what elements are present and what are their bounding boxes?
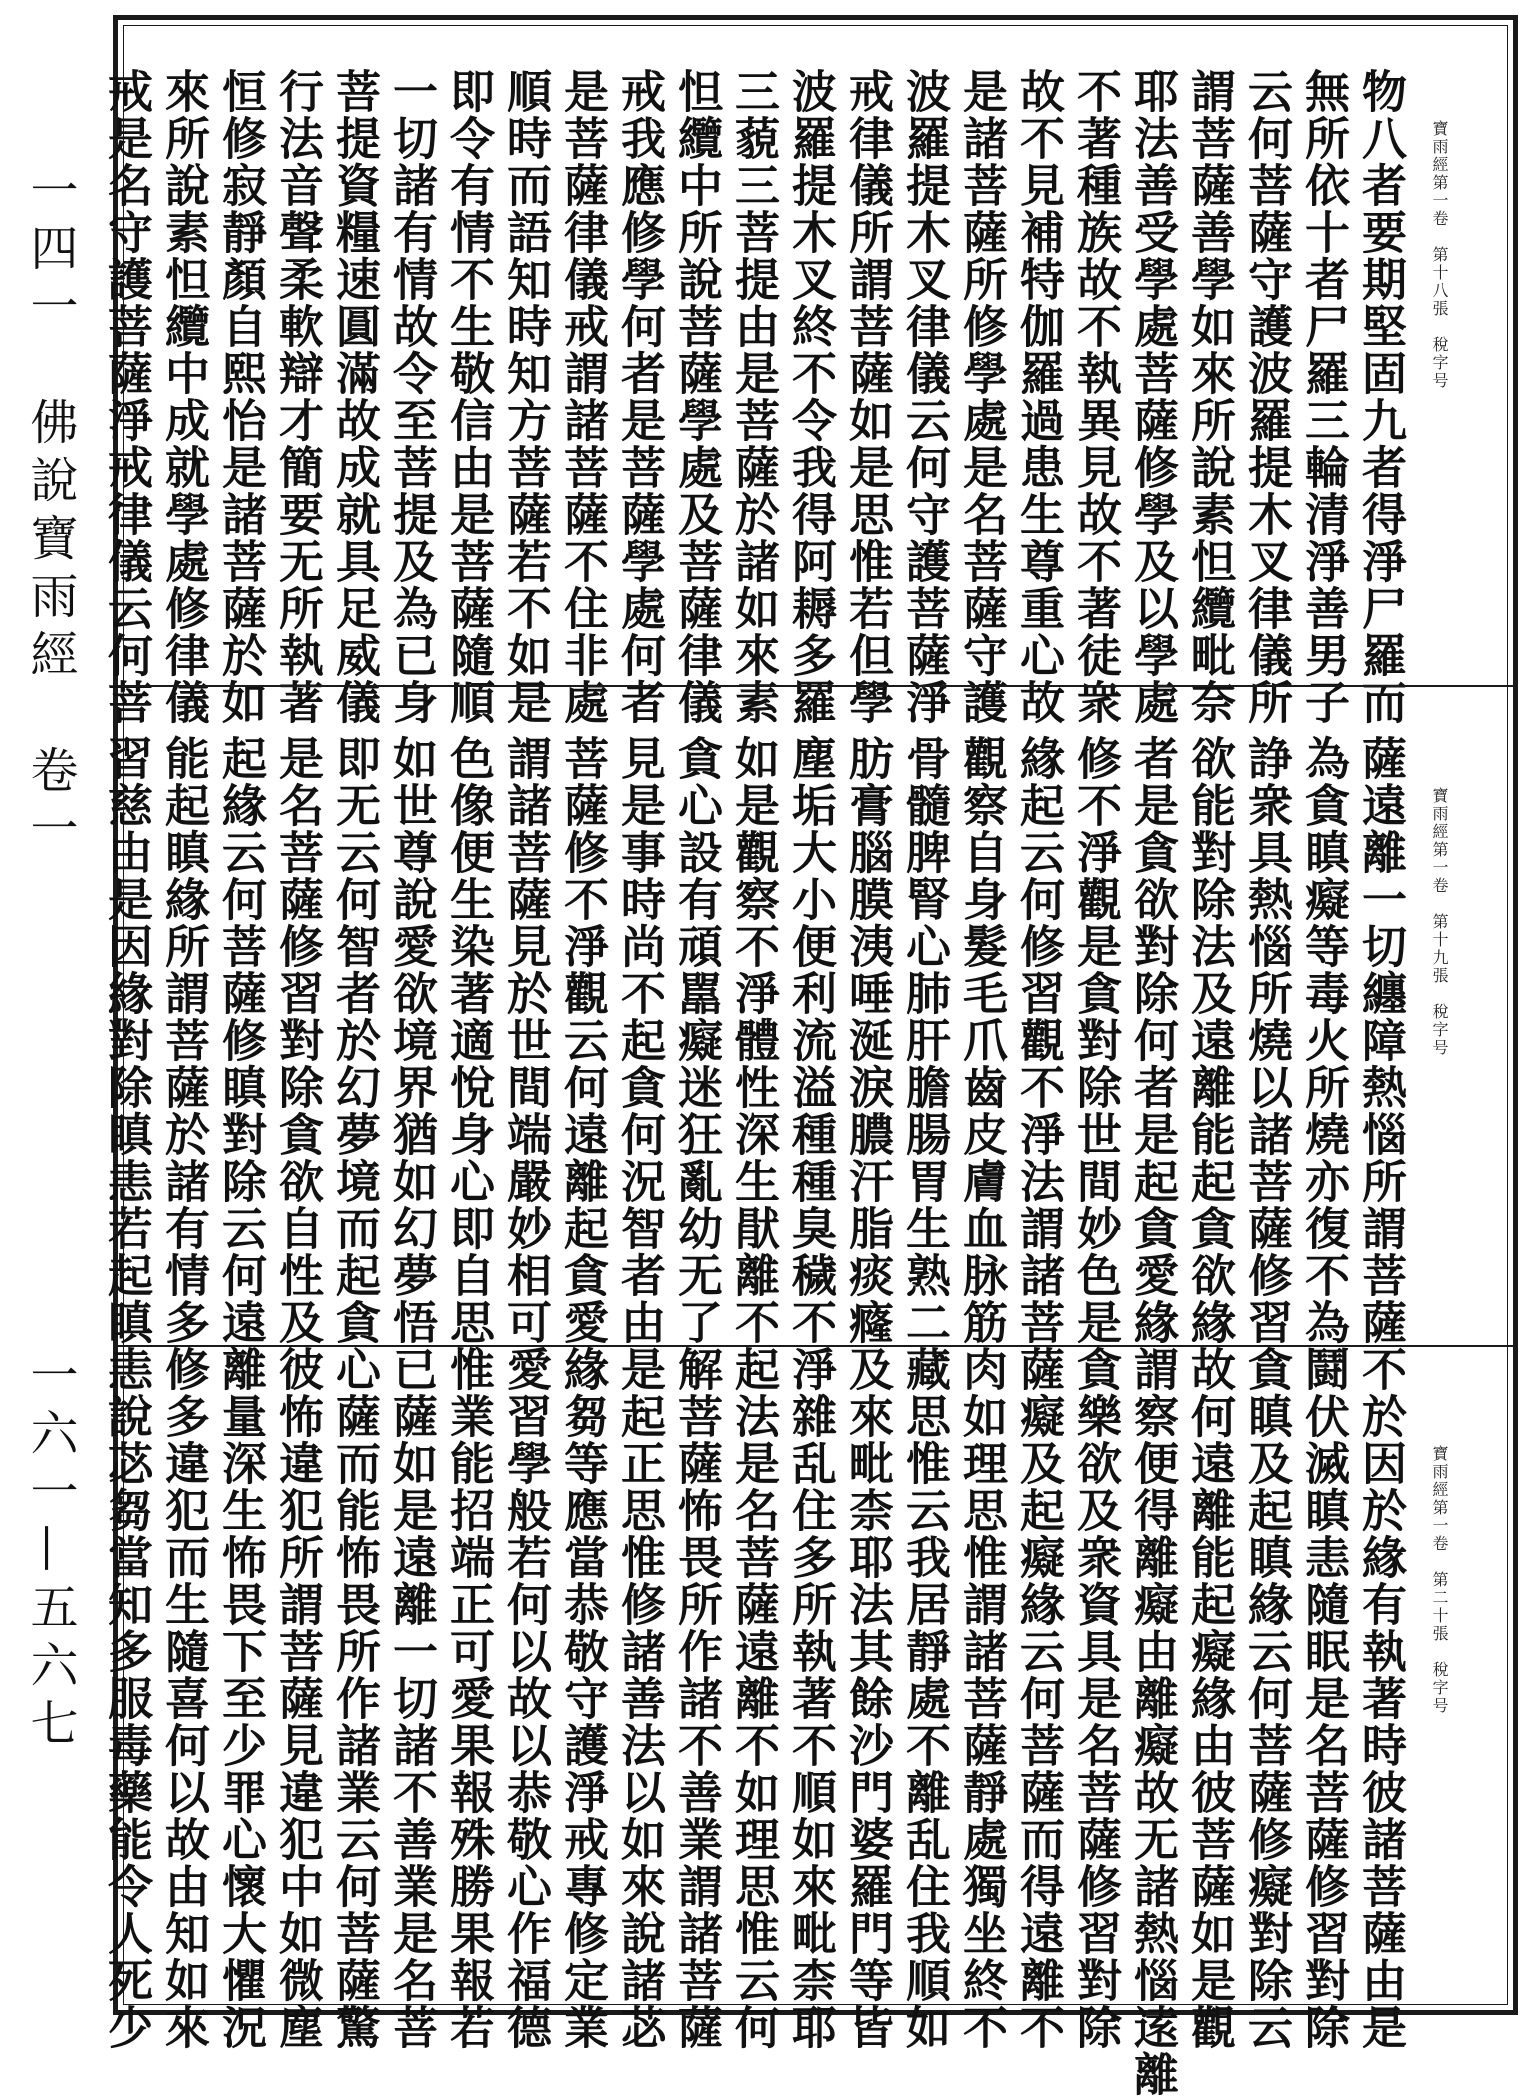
text-column: 於因於緣有執著時彼諸菩薩由是 (1354, 1393, 1407, 2051)
text-column: 如理思惟謂諸菩薩靜處獨坐終不 (955, 1393, 1008, 2051)
panel-divider (118, 685, 1514, 687)
text-column: 法是名菩薩遠離不如理思惟云何 (727, 1393, 780, 2051)
text-column: 色像便生染著適悅身心即自思惟 (442, 735, 495, 1393)
text-column: 是名菩薩修習對除貪欲自性及彼 (271, 735, 324, 1393)
text-column: 云何菩薩守護波羅提木叉律儀所 (1240, 68, 1293, 726)
text-column: 來所說素怛纜中成就學處修律儀 (157, 68, 210, 726)
scripture-text (98, 735, 1409, 1440)
scripture-text (98, 68, 1409, 726)
text-column: 物八者要期堅固九者得淨尸羅而 (1354, 68, 1407, 726)
text-column: 骨髓脾腎心肺肝膽腸胃生熟二藏 (898, 735, 951, 1393)
text-panel-2 (100, 695, 1509, 1440)
running-header (0, 0, 100, 2033)
text-column: 能起瞋緣所謂菩薩於諸有情多修 (157, 735, 210, 1393)
text-column: 說苾芻當知多服毒藥能令人死少 (100, 1393, 153, 2051)
text-column: 瞋及起瞋緣云何菩薩修癡對除云 (1240, 1393, 1293, 2051)
text-column: 薩遠離一切纏障熱惱所謂菩薩不 (1354, 735, 1407, 1393)
text-column: 來毗柰耶法其餘沙門婆羅門等皆 (841, 1393, 894, 2051)
text-column: 謂菩薩善學如來所說素怛纜毗奈 (1183, 68, 1236, 726)
text-column: 一切諸有情故令至菩提及為已身 (385, 68, 438, 726)
text-column: 不著種族故不執異見故不著徒衆 (1069, 68, 1122, 726)
text-column: 恒修寂靜顏自熙怡是諸菩薩於如 (214, 68, 267, 726)
text-column: 習慈由是因緣對除瞋恚若起瞋恚 (100, 735, 153, 1393)
text-column: 行法音聲柔軟辯才簡要无所執著 (271, 68, 324, 726)
text-column: 起正思惟修諸善法以如來說諸苾 (613, 1393, 666, 2051)
text-column: 觀察自身髮毛爪齒皮膚血脉筋肉 (955, 735, 1008, 1393)
text-column: 為貪瞋癡等毒火所燒亦復不為鬪 (1297, 735, 1350, 1393)
text-column: 薩如是遠離一切諸不善業是名菩 (385, 1393, 438, 2051)
scripture-text (98, 1393, 1409, 2098)
marginal-note: 寶雨經第一卷 第二十張 稅字号 (1430, 1445, 1449, 1715)
text-column: 菩薩怖畏所作諸不善業謂諸菩薩 (670, 1393, 723, 2051)
text-column: 菩薩修不淨觀云何遠離起貪愛緣 (556, 735, 609, 1393)
text-column: 雜乱住多所執著不順如來毗柰耶 (784, 1393, 837, 2051)
text-column: 菩提資糧速圓滿故成就具足威儀 (328, 68, 381, 726)
text-column: 即令有情不生敬信由是菩薩隨順 (442, 68, 495, 726)
text-column: 芻等應當恭敬守護淨戒專修定業 (556, 1393, 609, 2051)
text-column: 業能招端正可愛果報殊勝果報若 (442, 1393, 495, 2051)
text-column: 伏滅瞋恚隨眠是名菩薩修習對除 (1297, 1393, 1350, 2051)
text-column: 肪膏腦膜洟唾涎淚膿汗脂痰癃及 (841, 735, 894, 1393)
text-column: 波羅提木叉終不令我得阿耨多羅 (784, 68, 837, 726)
text-column: 塵垢大小便利流溢種種臭穢不淨 (784, 735, 837, 1393)
text-column: 量深生怖畏下至少罪心懷大懼況 (214, 1393, 267, 2051)
text-column: 習學般若何以故以恭敬心作福德 (499, 1393, 552, 2051)
text-column: 思惟云我居靜處不離乱住我順如 (898, 1393, 951, 2051)
panel-divider (118, 1345, 1514, 1347)
text-panel-3 (100, 1353, 1509, 2098)
text-column: 無所依十者尸羅三輪清淨善男子 (1297, 68, 1350, 726)
text-column: 戒律儀所謂菩薩如是思惟若但學 (841, 68, 894, 726)
text-column: 緣起云何修習觀不淨法謂諸菩薩 (1012, 735, 1065, 1393)
text-column: 多違犯而生隨喜何以故由知如來 (157, 1393, 210, 2051)
text-column: 察便得離癡由離癡故无諸熱惱逺離 (1126, 1393, 1179, 2098)
text-column: 者是貪欲對除何者是起貪愛緣謂 (1126, 735, 1179, 1393)
text-column: 見是事時尚不起貪何況智者由是 (613, 735, 666, 1393)
text-column: 耶法善受學處菩薩修學及以學處 (1126, 68, 1179, 726)
text-column: 謂諸菩薩見於世間端嚴妙相可愛 (499, 735, 552, 1393)
text-column: 順時而語知時知方菩薩若不如是 (499, 68, 552, 726)
text-column: 是諸菩薩所修學處是名菩薩守護 (955, 68, 1008, 726)
text-column: 如世尊說愛欲境界猶如幻夢悟已 (385, 735, 438, 1393)
text-column: 欲能對除法及遠離能起貪欲緣故何 (1183, 735, 1236, 1440)
text-column: 故不見補特伽羅過患生尊重心故 (1012, 68, 1065, 726)
text-column: 戒是名守護菩薩淨戒律儀云何菩 (100, 68, 153, 726)
text-column: 諍衆具熱惱所燒以諸菩薩修習貪 (1240, 735, 1293, 1393)
text-column: 即无云何智者於幻夢境而起貪心 (328, 735, 381, 1393)
text-column: 樂欲及衆資具是名菩薩修習對除 (1069, 1393, 1122, 2051)
running-header-title: 一四一 佛說寶雨經 卷一 (22, 165, 78, 861)
text-column: 貪心設有頑嚚癡迷狂亂幼无了解 (670, 735, 723, 1393)
text-column: 三藐三菩提由是菩薩於諸如來素 (727, 68, 780, 726)
text-column: 修不淨觀是貪對除世間妙色是貪 (1069, 735, 1122, 1393)
text-panel-1 (100, 28, 1509, 726)
text-column: 起緣云何菩薩修瞋對除云何遠離 (214, 735, 267, 1393)
marginal-note: 寶雨經第一卷 第十九張 稅字号 (1430, 787, 1449, 1057)
text-column: 怖違犯所謂菩薩見違犯中如微塵 (271, 1393, 324, 2051)
text-column: 怛纜中所說菩薩學處及菩薩律儀 (670, 68, 723, 726)
marginal-note: 寶雨經第一卷 第十八張 稅字号 (1430, 120, 1449, 390)
text-column: 何遠離能起癡緣由彼菩薩如是觀 (1183, 1393, 1236, 2051)
text-column: 波羅提木叉律儀云何守護菩薩淨 (898, 68, 951, 726)
text-column: 戒我應修學何者是菩薩學處何者 (613, 68, 666, 726)
text-column: 是菩薩律儀戒謂諸菩薩不住非處 (556, 68, 609, 726)
page-number: 一六一—五六七 (22, 1350, 78, 1756)
text-column: 如是觀察不淨體性深生猒離不起 (727, 735, 780, 1393)
text-column: 薩而能怖畏所作諸業云何菩薩驚 (328, 1393, 381, 2051)
text-column: 癡及起癡緣云何菩薩而得遠離不 (1012, 1393, 1065, 2051)
